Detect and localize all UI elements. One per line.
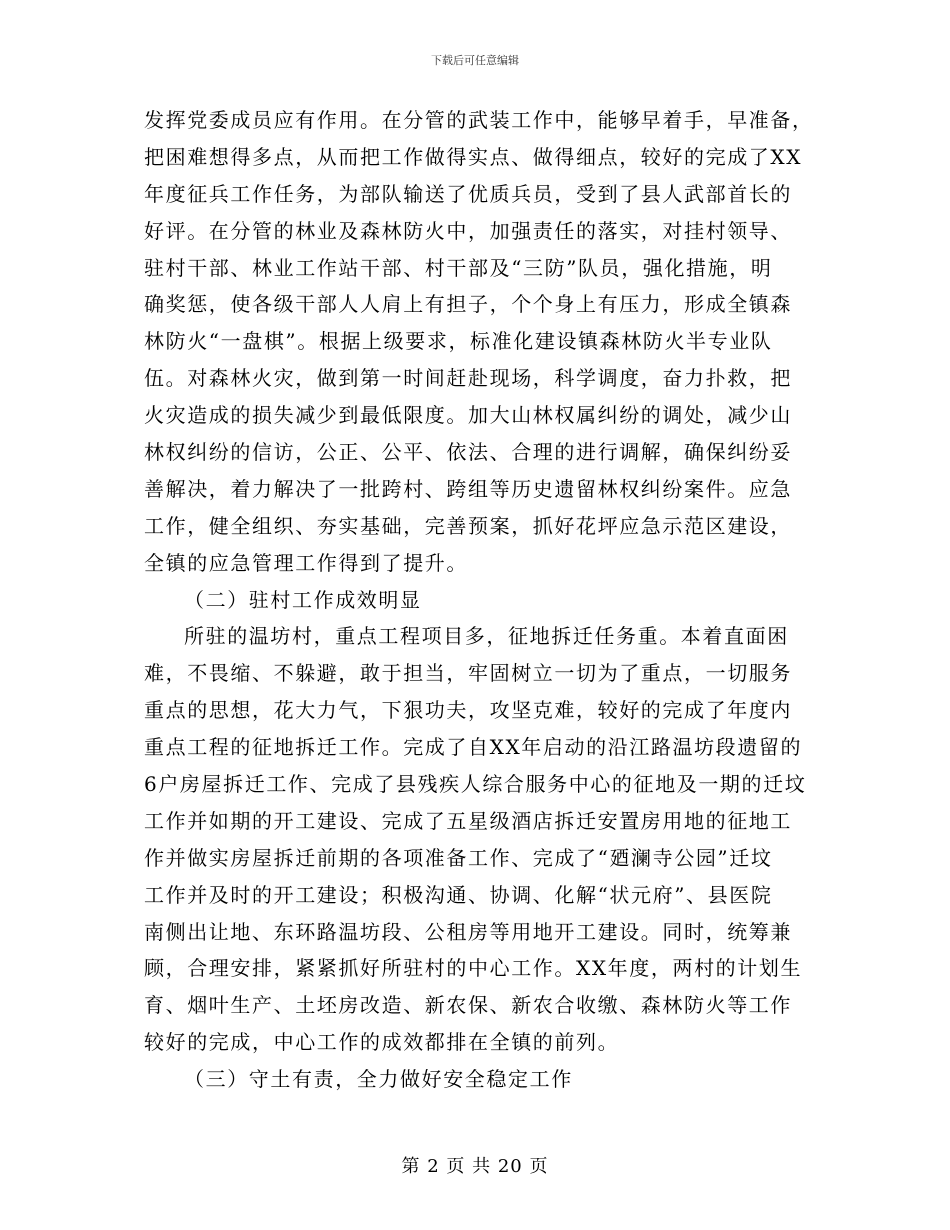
paragraph-line: 育、烟叶生产、土坯房改造、新农保、新农合收缴、森林防火等工作 [144, 993, 792, 1018]
paragraph-line: 工作，健全组织、夯实基础，完善预案，抓好花坪应急示范区建设， [144, 513, 792, 538]
paragraph-line: 确奖惩，使各级干部人人肩上有担子，个个身上有压力，形成全镇森 [144, 292, 792, 317]
paragraph-line: 驻村干部、林业工作站干部、村干部及“三防”队员，强化措施，明 [144, 255, 773, 280]
paragraph-line: 作并做实房屋拆迁前期的各项准备工作、完成了“廼澜寺公园”迁坟 [144, 845, 773, 870]
paragraph-line: 好评。在分管的林业及森林防火中，加强责任的落实，对挂村领导、 [144, 218, 792, 243]
page-number-footer: 第 2 页 共 20 页 [401, 1156, 549, 1177]
paragraph-line: 善解决，着力解决了一批跨村、跨组等历史遗留林权纠纷案件。应急 [144, 476, 792, 501]
paragraph-line: 6户房屋拆迁工作、完成了县残疾人综合服务中心的征地及一期的迁坟 [144, 772, 807, 797]
paragraph-line: 把困难想得多点，从而把工作做得实点、做得细点，较好的完成了XX [144, 144, 803, 169]
paragraph-line: 重点的思想，花大力气，下狠功夫，攻坚克难，较好的完成了年度内 [144, 698, 792, 723]
page-header: 下载后可任意编辑 [431, 54, 519, 67]
paragraph-line: 较好的完成，中心工作的成效都排在全镇的前列。 [144, 1030, 620, 1055]
paragraph-line: 伍。对森林火灾，做到第一时间赶赴现场，科学调度，奋力扑救，把 [144, 366, 792, 391]
paragraph-line: 林防火“一盘棋”。根据上级要求，标准化建设镇森林防火半专业队 [144, 329, 773, 354]
paragraph-line: 工作并及时的开工建设；积极沟通、协调、化解“状元府”、县医院 [144, 882, 773, 907]
paragraph-line: 发挥党委成员应有作用。在分管的武装工作中，能够早着手，早准备， [144, 108, 814, 132]
paragraph-line: 年度征兵工作任务，为部队输送了优质兵员，受到了县人武部首长的 [144, 181, 792, 206]
section-heading-safety-stability: （三）守土有责，全力做好安全稳定工作 [184, 1067, 573, 1092]
paragraph-line: 重点工程的征地拆迁工作。完成了自XX年启动的沿江路温坊段遗留的 [144, 735, 803, 760]
paragraph-line: 工作并如期的开工建设、完成了五星级酒店拆迁安置房用地的征地工 [144, 808, 792, 833]
paragraph-line: 所驻的温坊村，重点工程项目多，征地拆迁任务重。本着直面困 [184, 624, 789, 649]
paragraph-line: 全镇的应急管理工作得到了提升。 [144, 550, 468, 575]
paragraph-line: 火灾造成的损失减少到最低限度。加大山林权属纠纷的调处，减少山 [144, 403, 792, 428]
paragraph-line: 林权纠纷的信访，公正、公平、依法、合理的进行调解，确保纠纷妥 [144, 440, 792, 465]
paragraph-line: 顾，合理安排，紧紧抓好所驻村的中心工作。XX年度，两村的计划生 [144, 956, 803, 981]
paragraph-line: 难，不畏缩、不躲避，敢于担当，牢固树立一切为了重点，一切服务 [144, 661, 792, 686]
paragraph-village-work [144, 618, 807, 1061]
paragraph-armed-forestry [144, 102, 814, 582]
section-heading-village-work: （二）驻村工作成效明显 [184, 587, 422, 612]
document-body [144, 102, 814, 1098]
paragraph-line: 南侧出让地、东环路温坊段、公租房等用地开工建设。同时，统筹兼 [144, 919, 792, 944]
